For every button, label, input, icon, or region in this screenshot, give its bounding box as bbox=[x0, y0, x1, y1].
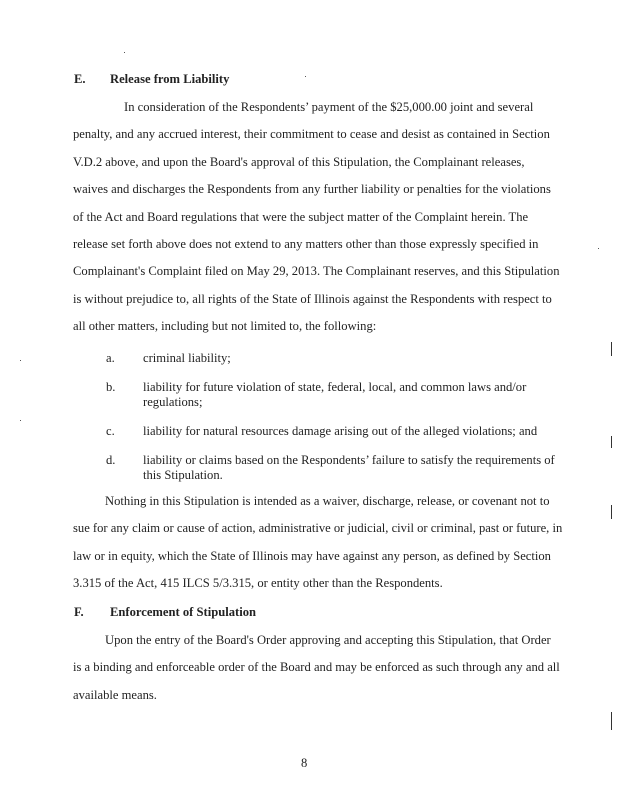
paragraph-line: available means. bbox=[73, 688, 157, 702]
scan-artifact bbox=[20, 360, 21, 361]
paragraph-line: is a binding and enforceable order of the Board and may be enforced as such through any and all bbox=[73, 660, 560, 674]
list-item: criminal liability; bbox=[143, 351, 231, 365]
list-letter: c. bbox=[106, 424, 115, 438]
scan-artifact bbox=[611, 436, 612, 448]
paragraph-line: of the Act and Board regulations that were the subject matter of the Complaint herein. The bbox=[73, 210, 529, 224]
paragraph-line: law or in equity, which the State of Illinois may have against any person, as defined by Section bbox=[73, 549, 551, 563]
paragraph-line: penalty, and any accrued interest, their commitment to cease and desist as contained in Section bbox=[73, 127, 550, 141]
paragraph-line: waives and discharges the Respondents from any further liability or penalties for the violations bbox=[73, 182, 551, 196]
paragraph-line: Complainant's Complaint filed on May 29, 2013. The Complainant reserves, and this Stipulation bbox=[73, 264, 560, 278]
section-e-letter: E. bbox=[74, 72, 86, 86]
scan-artifact bbox=[598, 248, 599, 249]
page-number: 8 bbox=[301, 756, 308, 770]
section-f-letter: F. bbox=[74, 605, 84, 619]
list-item: liability for natural resources damage arising out of the alleged violations; and bbox=[143, 424, 538, 438]
paragraph-line: Upon the entry of the Board's Order approving and accepting this Stipulation, that Order bbox=[105, 633, 551, 647]
scan-artifact bbox=[20, 420, 21, 421]
scan-artifact bbox=[611, 505, 612, 519]
paragraph-line: all other matters, including but not limited to, the following: bbox=[73, 319, 377, 333]
scan-artifact bbox=[611, 342, 612, 356]
paragraph-line: V.D.2 above, and upon the Board's approval of this Stipulation, the Complainant releases, bbox=[73, 155, 525, 169]
scan-artifact bbox=[124, 52, 125, 53]
scan-artifact bbox=[611, 712, 612, 730]
list-item: liability or claims based on the Respondents’ failure to satisfy the requirements of bbox=[143, 453, 555, 467]
paragraph-line: is without prejudice to, all rights of the State of Illinois against the Respondents with respect to bbox=[73, 292, 552, 306]
section-e-title: Release from Liability bbox=[110, 72, 230, 86]
scan-artifact bbox=[305, 76, 306, 77]
list-letter: b. bbox=[106, 380, 116, 394]
paragraph-line: sue for any claim or cause of action, administrative or judicial, civil or criminal, past or future, in bbox=[73, 521, 563, 535]
list-letter: a. bbox=[106, 351, 115, 365]
section-f-title: Enforcement of Stipulation bbox=[110, 605, 256, 619]
paragraph-line: In consideration of the Respondents’ payment of the $25,000.00 joint and several bbox=[124, 100, 534, 114]
list-item: this Stipulation. bbox=[143, 468, 223, 482]
paragraph-line: 3.315 of the Act, 415 ILCS 5/3.315, or entity other than the Respondents. bbox=[73, 576, 443, 590]
list-item: liability for future violation of state, federal, local, and common laws and/or bbox=[143, 380, 527, 394]
paragraph-line: release set forth above does not extend to any matters other than those expressly specified in bbox=[73, 237, 539, 251]
list-letter: d. bbox=[106, 453, 116, 467]
list-item: regulations; bbox=[143, 395, 203, 409]
paragraph-line: Nothing in this Stipulation is intended as a waiver, discharge, release, or covenant not to bbox=[105, 494, 550, 508]
